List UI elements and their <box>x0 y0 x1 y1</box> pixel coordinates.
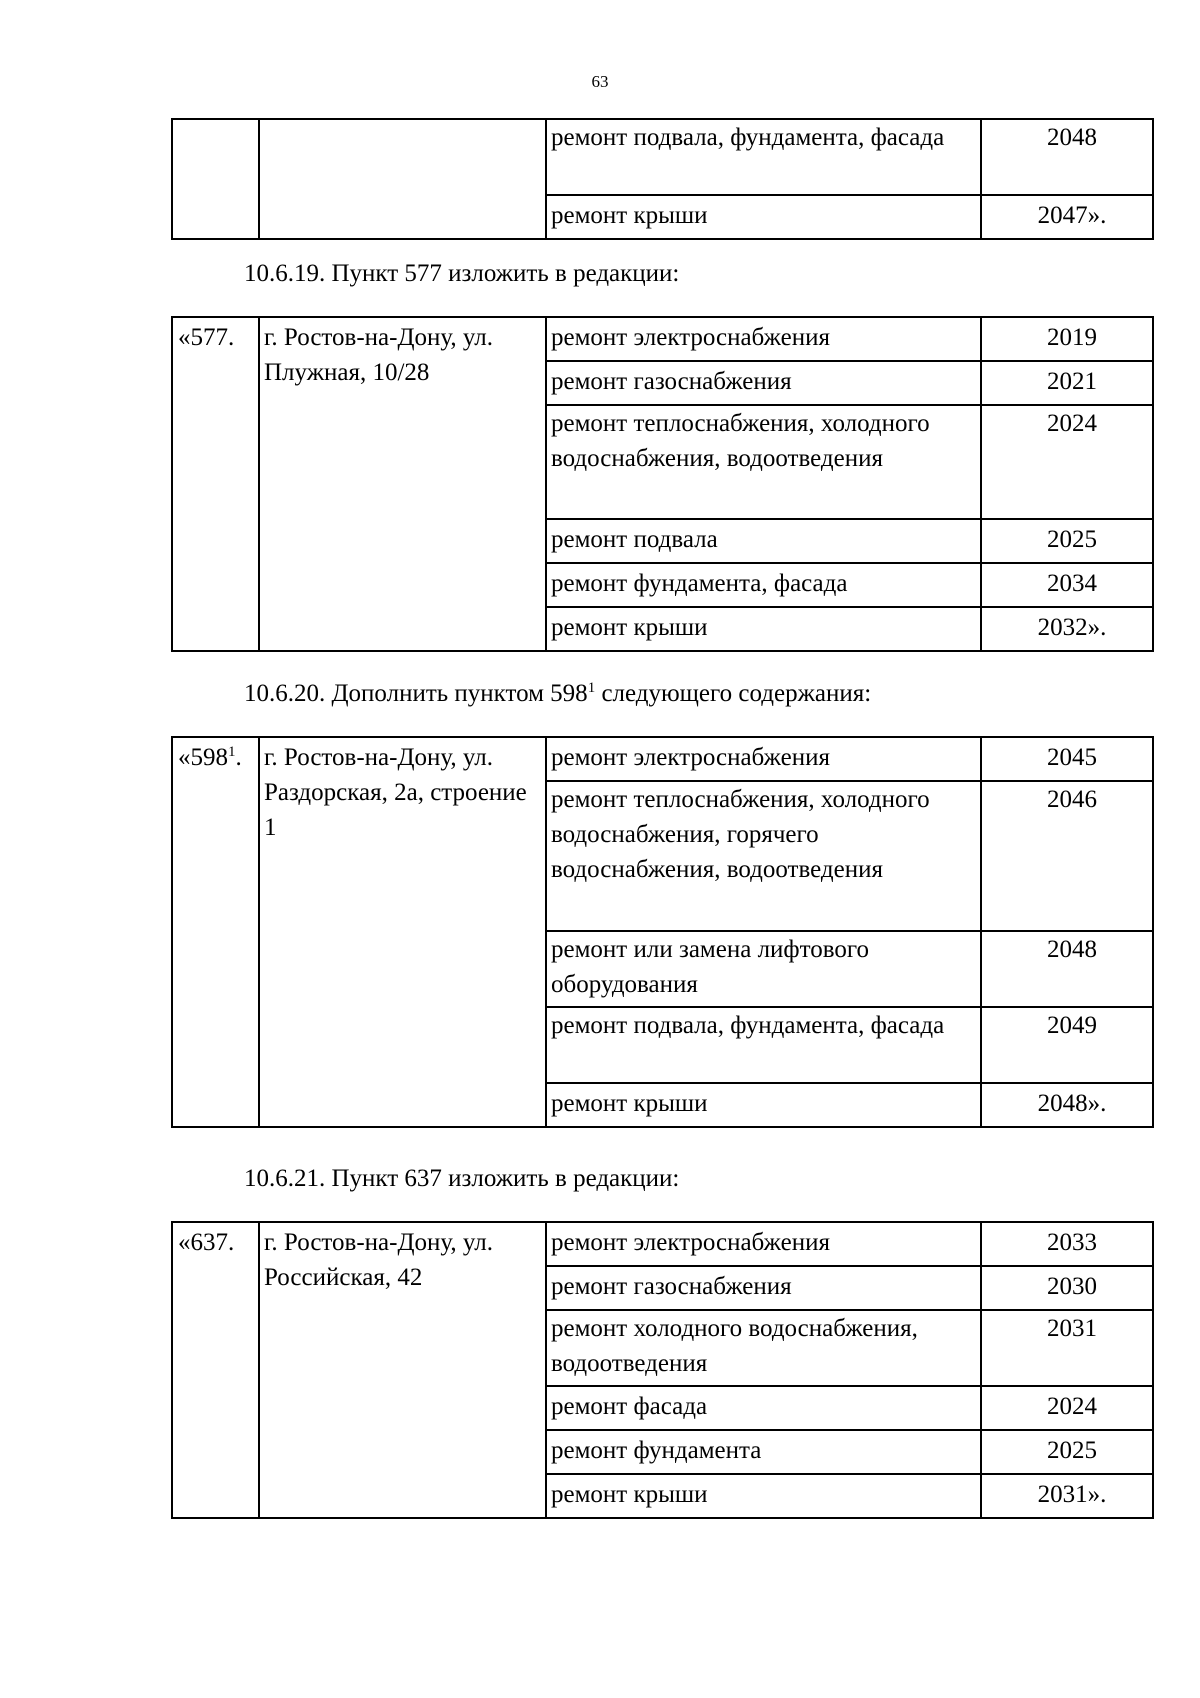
work-type-cell: ремонт или замена лифтового оборудования <box>546 931 981 1007</box>
heading-text: 10.6.20. Дополнить пунктом 598 <box>244 680 588 707</box>
item-577-table <box>171 316 1154 652</box>
year-cell: 2047». <box>981 195 1153 239</box>
superscript: 1 <box>587 680 596 696</box>
section-heading-10-6-19: 10.6.19. Пункт 577 изложить в редакции: <box>244 260 680 287</box>
address-cell: г. Ростов-на-Дону, ул. Плужная, 10/28 <box>259 317 546 651</box>
work-type-cell: ремонт фасада <box>546 1386 981 1430</box>
year-cell: 2048 <box>981 931 1153 1007</box>
item-number-cell <box>172 737 259 1127</box>
work-type-cell: ремонт фундамента, фасада <box>546 563 981 607</box>
year-cell: 2031». <box>981 1474 1153 1518</box>
year-cell: 2049 <box>981 1007 1153 1083</box>
year-cell: 2025 <box>981 519 1153 563</box>
work-type-cell: ремонт крыши <box>546 1083 981 1127</box>
address-cell: г. Ростов-на-Дону, ул. Российская, 42 <box>259 1222 546 1518</box>
item-number-cell: «637. <box>172 1222 259 1518</box>
item-number-cell <box>172 119 259 239</box>
year-cell: 2030 <box>981 1266 1153 1310</box>
address-cell <box>259 119 546 239</box>
item-598-1-table <box>171 736 1154 1128</box>
work-type-cell: ремонт газоснабжения <box>546 361 981 405</box>
item-number: «598 <box>178 744 228 771</box>
year-cell: 2024 <box>981 1386 1153 1430</box>
work-type-cell: ремонт электроснабжения <box>546 737 981 781</box>
year-cell: 2048 <box>981 119 1153 195</box>
year-cell: 2024 <box>981 405 1153 519</box>
work-type-cell: ремонт подвала, фундамента, фасада <box>546 119 981 195</box>
work-type-cell: ремонт подвала <box>546 519 981 563</box>
work-type-cell: ремонт теплоснабжения, холодного водоснабжения, горячего водоснабжения, водоотведения <box>546 781 981 931</box>
work-type-cell: ремонт холодного водоснабжения, водоотведения <box>546 1310 981 1386</box>
year-cell: 2031 <box>981 1310 1153 1386</box>
year-cell: 2046 <box>981 781 1153 931</box>
section-heading-10-6-20 <box>244 676 871 711</box>
table-row <box>172 1222 1153 1266</box>
year-cell: 2048». <box>981 1083 1153 1127</box>
work-type-cell: ремонт крыши <box>546 1474 981 1518</box>
table-row <box>172 317 1153 361</box>
work-type-cell: ремонт теплоснабжения, холодного водоснабжения, водоотведения <box>546 405 981 519</box>
item-637-table <box>171 1221 1154 1519</box>
year-cell: 2045 <box>981 737 1153 781</box>
work-type-cell: ремонт газоснабжения <box>546 1266 981 1310</box>
work-type-cell: ремонт фундамента <box>546 1430 981 1474</box>
table-row <box>172 737 1153 781</box>
work-type-cell: ремонт крыши <box>546 607 981 651</box>
year-cell: 2021 <box>981 361 1153 405</box>
year-cell: 2019 <box>981 317 1153 361</box>
work-type-cell: ремонт электроснабжения <box>546 317 981 361</box>
section-heading-10-6-21: 10.6.21. Пункт 637 изложить в редакции: <box>244 1165 680 1192</box>
superscript: 1 <box>228 744 236 760</box>
page-number: 63 <box>591 72 609 91</box>
year-cell: 2034 <box>981 563 1153 607</box>
address-cell: г. Ростов-на-Дону, ул. Раздорская, 2а, строение 1 <box>259 737 546 1127</box>
year-cell: 2033 <box>981 1222 1153 1266</box>
work-type-cell: ремонт крыши <box>546 195 981 239</box>
work-type-cell: ремонт подвала, фундамента, фасада <box>546 1007 981 1083</box>
item-number-cell: «577. <box>172 317 259 651</box>
continuation-table <box>171 118 1154 240</box>
work-type-cell: ремонт электроснабжения <box>546 1222 981 1266</box>
year-cell: 2025 <box>981 1430 1153 1474</box>
year-cell: 2032». <box>981 607 1153 651</box>
heading-text: следующего содержания: <box>595 680 872 707</box>
item-number-dot: . <box>235 744 242 771</box>
table-row <box>172 119 1153 195</box>
